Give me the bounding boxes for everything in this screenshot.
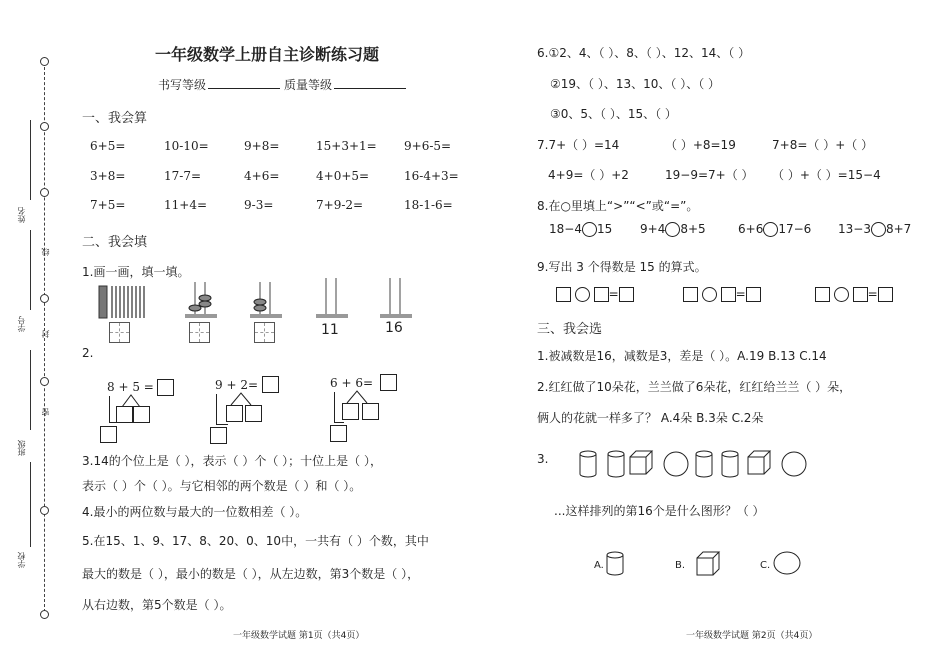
split-line (334, 422, 344, 423)
abacus-number: 11 (321, 322, 339, 338)
binding-hole (40, 610, 49, 619)
question-text: 最大的数是（ ），最小的数是（ ），从左边数，第3个数是（ ）， (82, 567, 420, 581)
sphere-icon (772, 550, 802, 576)
equation-template: = (556, 287, 634, 302)
split-equation: 8 + 5 = (107, 380, 154, 394)
binding-label-line: 线 (41, 248, 50, 256)
question-text: ③0、5、（ ）、15、（ ） (550, 107, 677, 121)
question-text: 8.在○里填上“>”“<”或“=”。 (537, 199, 699, 213)
page-footer: 一年级数学试题 第1页（共4页） (233, 631, 365, 641)
binding-underline (30, 120, 31, 200)
answer-grid-box[interactable] (189, 322, 210, 343)
question-text: 19−9=7+（ ） (665, 168, 754, 182)
answer-grid-box[interactable] (254, 322, 275, 343)
calc-item: 4+6= (244, 169, 280, 183)
question-text: 5.在15、1、9、17、8、20、0、10中，一共有（ ）个数，其中 (82, 534, 429, 548)
abacus-icon (379, 276, 413, 320)
binding-hole (40, 377, 49, 386)
cube-icon (694, 549, 722, 577)
abacus-icon (315, 276, 349, 320)
answer-box[interactable] (330, 425, 347, 442)
binding-underline (30, 462, 31, 547)
calc-item: 10-10= (164, 139, 209, 153)
answer-box[interactable] (245, 405, 262, 422)
calc-item: 9+6-5= (404, 139, 452, 153)
compare-item: 9+4 8+5 (640, 222, 706, 236)
calc-item: 6+5= (90, 139, 126, 153)
question-text: 2. (82, 346, 94, 360)
binding-label-name: 姓名 (17, 207, 26, 223)
equation-template: = (815, 287, 893, 302)
question-text: 1.画一画，填一填。 (82, 265, 190, 279)
calc-item: 9+8= (244, 139, 280, 153)
counting-sticks-illustration (98, 284, 148, 320)
abacus-icon (249, 280, 283, 320)
equation-template: = (683, 287, 761, 302)
question-text: 从右边数，第5个数是（ ）。 (82, 598, 232, 612)
answer-grid-box[interactable] (109, 322, 130, 343)
section-heading: 二、我会填 (82, 235, 148, 250)
binding-hole (40, 188, 49, 197)
question-text: ②19、（ ）、13、10、（ ）、（ ） (550, 77, 721, 91)
question-text: 6.①2、4、（ ）、8、（ ）、12、14、（ ） (537, 46, 751, 60)
split-equation: 9 + 2= (215, 378, 259, 392)
binding-label-class: 班级 (17, 440, 26, 456)
answer-box[interactable] (262, 376, 279, 393)
section-heading: 三、我会选 (537, 322, 603, 337)
answer-box[interactable] (226, 405, 243, 422)
split-branch (343, 390, 375, 404)
answer-box[interactable] (116, 406, 133, 423)
question-text: 4+9=（ ）+2 (548, 168, 629, 182)
split-line (216, 394, 217, 424)
question-text: 4.最小的两位数与最大的一位数相差（ ）。 (82, 505, 308, 519)
split-branch (227, 392, 259, 406)
calc-item: 4+0+5= (316, 169, 370, 183)
cylinder-icon (604, 550, 626, 578)
binding-underline (30, 350, 31, 430)
compare-item: 6+6 17−6 (738, 222, 812, 236)
binding-label-school: 学校 (17, 552, 26, 568)
option-label[interactable]: C. (760, 560, 771, 571)
compare-circle[interactable] (871, 222, 886, 237)
question-text: 7.7+（ ）=14 (537, 138, 620, 152)
split-line (334, 392, 335, 422)
calc-item: 16-4+3= (404, 169, 459, 183)
question-text: 3.14的个位上是（ ），表示（ ）个（ ）；十位上是（ ）， (82, 454, 382, 468)
split-equation: 6 + 6= (330, 376, 374, 390)
calc-item: 9-3= (244, 198, 274, 212)
question-text: 俩人的花就一样多了？ A.4朵 B.3朵 C.2朵 (537, 411, 764, 425)
compare-circle[interactable] (582, 222, 597, 237)
question-text: （ ）+（ ）=15−4 (772, 168, 881, 182)
calc-item: 3+8= (90, 169, 126, 183)
binding-label-seal: 封 (41, 330, 50, 338)
binding-label-id: 学号 (17, 316, 26, 332)
question-text: 1.被减数是16，减数是3，差是（ ）。A.19 B.13 C.14 (537, 349, 827, 363)
binding-hole (40, 294, 49, 303)
binding-hole (40, 122, 49, 131)
question-text: 表示（ ）个（ ）。与它相邻的两个数是（ ）和（ ）。 (82, 479, 362, 493)
calc-item: 7+9-2= (316, 198, 364, 212)
binding-hole (40, 506, 49, 515)
page-title: 一年级数学上册自主诊断练习题 (155, 45, 380, 64)
binding-hole (40, 57, 49, 66)
calc-item: 18-1-6= (404, 198, 453, 212)
shape-sequence (578, 448, 810, 480)
answer-box[interactable] (362, 403, 379, 420)
answer-box[interactable] (210, 427, 227, 444)
answer-box[interactable] (157, 379, 174, 396)
quality-grade: 质量等级 (284, 76, 406, 93)
binding-underline (30, 230, 31, 310)
compare-item: 13−3 8+7 (838, 222, 912, 236)
abacus-icon (184, 280, 218, 320)
writing-grade: 书写等级 (158, 76, 280, 93)
calc-item: 15+3+1= (316, 139, 377, 153)
binding-label-secret: 密 (41, 408, 50, 416)
compare-circle[interactable] (763, 222, 778, 237)
compare-circle[interactable] (665, 222, 680, 237)
answer-box[interactable] (133, 406, 150, 423)
option-label[interactable]: B. (675, 560, 686, 571)
question-text: ...这样排列的第16个是什么图形？（ ） (554, 504, 765, 518)
split-line (109, 396, 110, 422)
option-label[interactable]: A. (594, 560, 604, 571)
answer-box[interactable] (342, 403, 359, 420)
page-footer: 一年级数学试题 第2页（共4页） (686, 631, 818, 641)
question-text: 2.红红做了10朵花，兰兰做了6朵花，红红给兰兰（ ）朵， (537, 380, 852, 394)
section-heading: 一、我会算 (82, 111, 148, 126)
answer-box[interactable] (380, 374, 397, 391)
compare-item: 18−4 15 (549, 222, 613, 236)
question-text: 3. (537, 452, 549, 466)
question-text: 9.写出 3 个得数是 15 的算式。 (537, 260, 707, 274)
question-text: （ ）+8=19 (665, 138, 736, 152)
abacus-number: 16 (385, 320, 403, 336)
answer-box[interactable] (100, 426, 117, 443)
split-line (216, 424, 228, 425)
calc-item: 11+4= (164, 198, 208, 212)
question-text: 7+8=（ ）+（ ） (772, 138, 874, 152)
calc-item: 7+5= (90, 198, 126, 212)
calc-item: 17-7= (164, 169, 202, 183)
